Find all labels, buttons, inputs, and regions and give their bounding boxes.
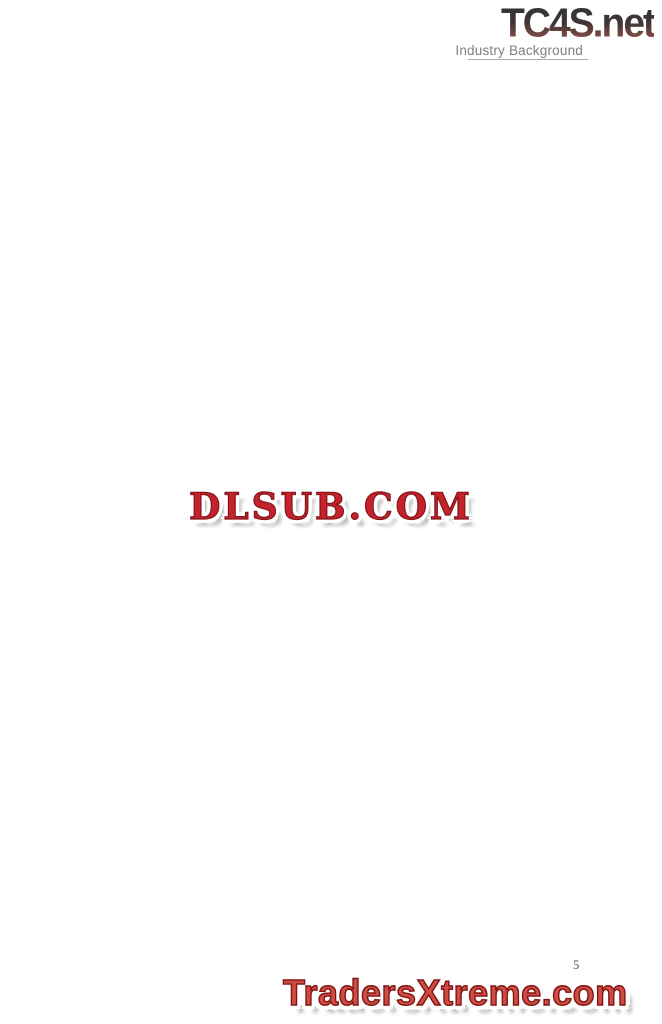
site-logo: TC4S.net xyxy=(500,1,654,46)
running-header: Industry Background xyxy=(455,43,583,58)
watermark-text: DLSUB.COM xyxy=(189,486,473,528)
page-number: 5 xyxy=(573,958,580,972)
watermark xyxy=(0,486,662,528)
header-rule xyxy=(468,59,588,60)
footer-watermark: TradersXtreme.com xyxy=(283,972,628,1013)
